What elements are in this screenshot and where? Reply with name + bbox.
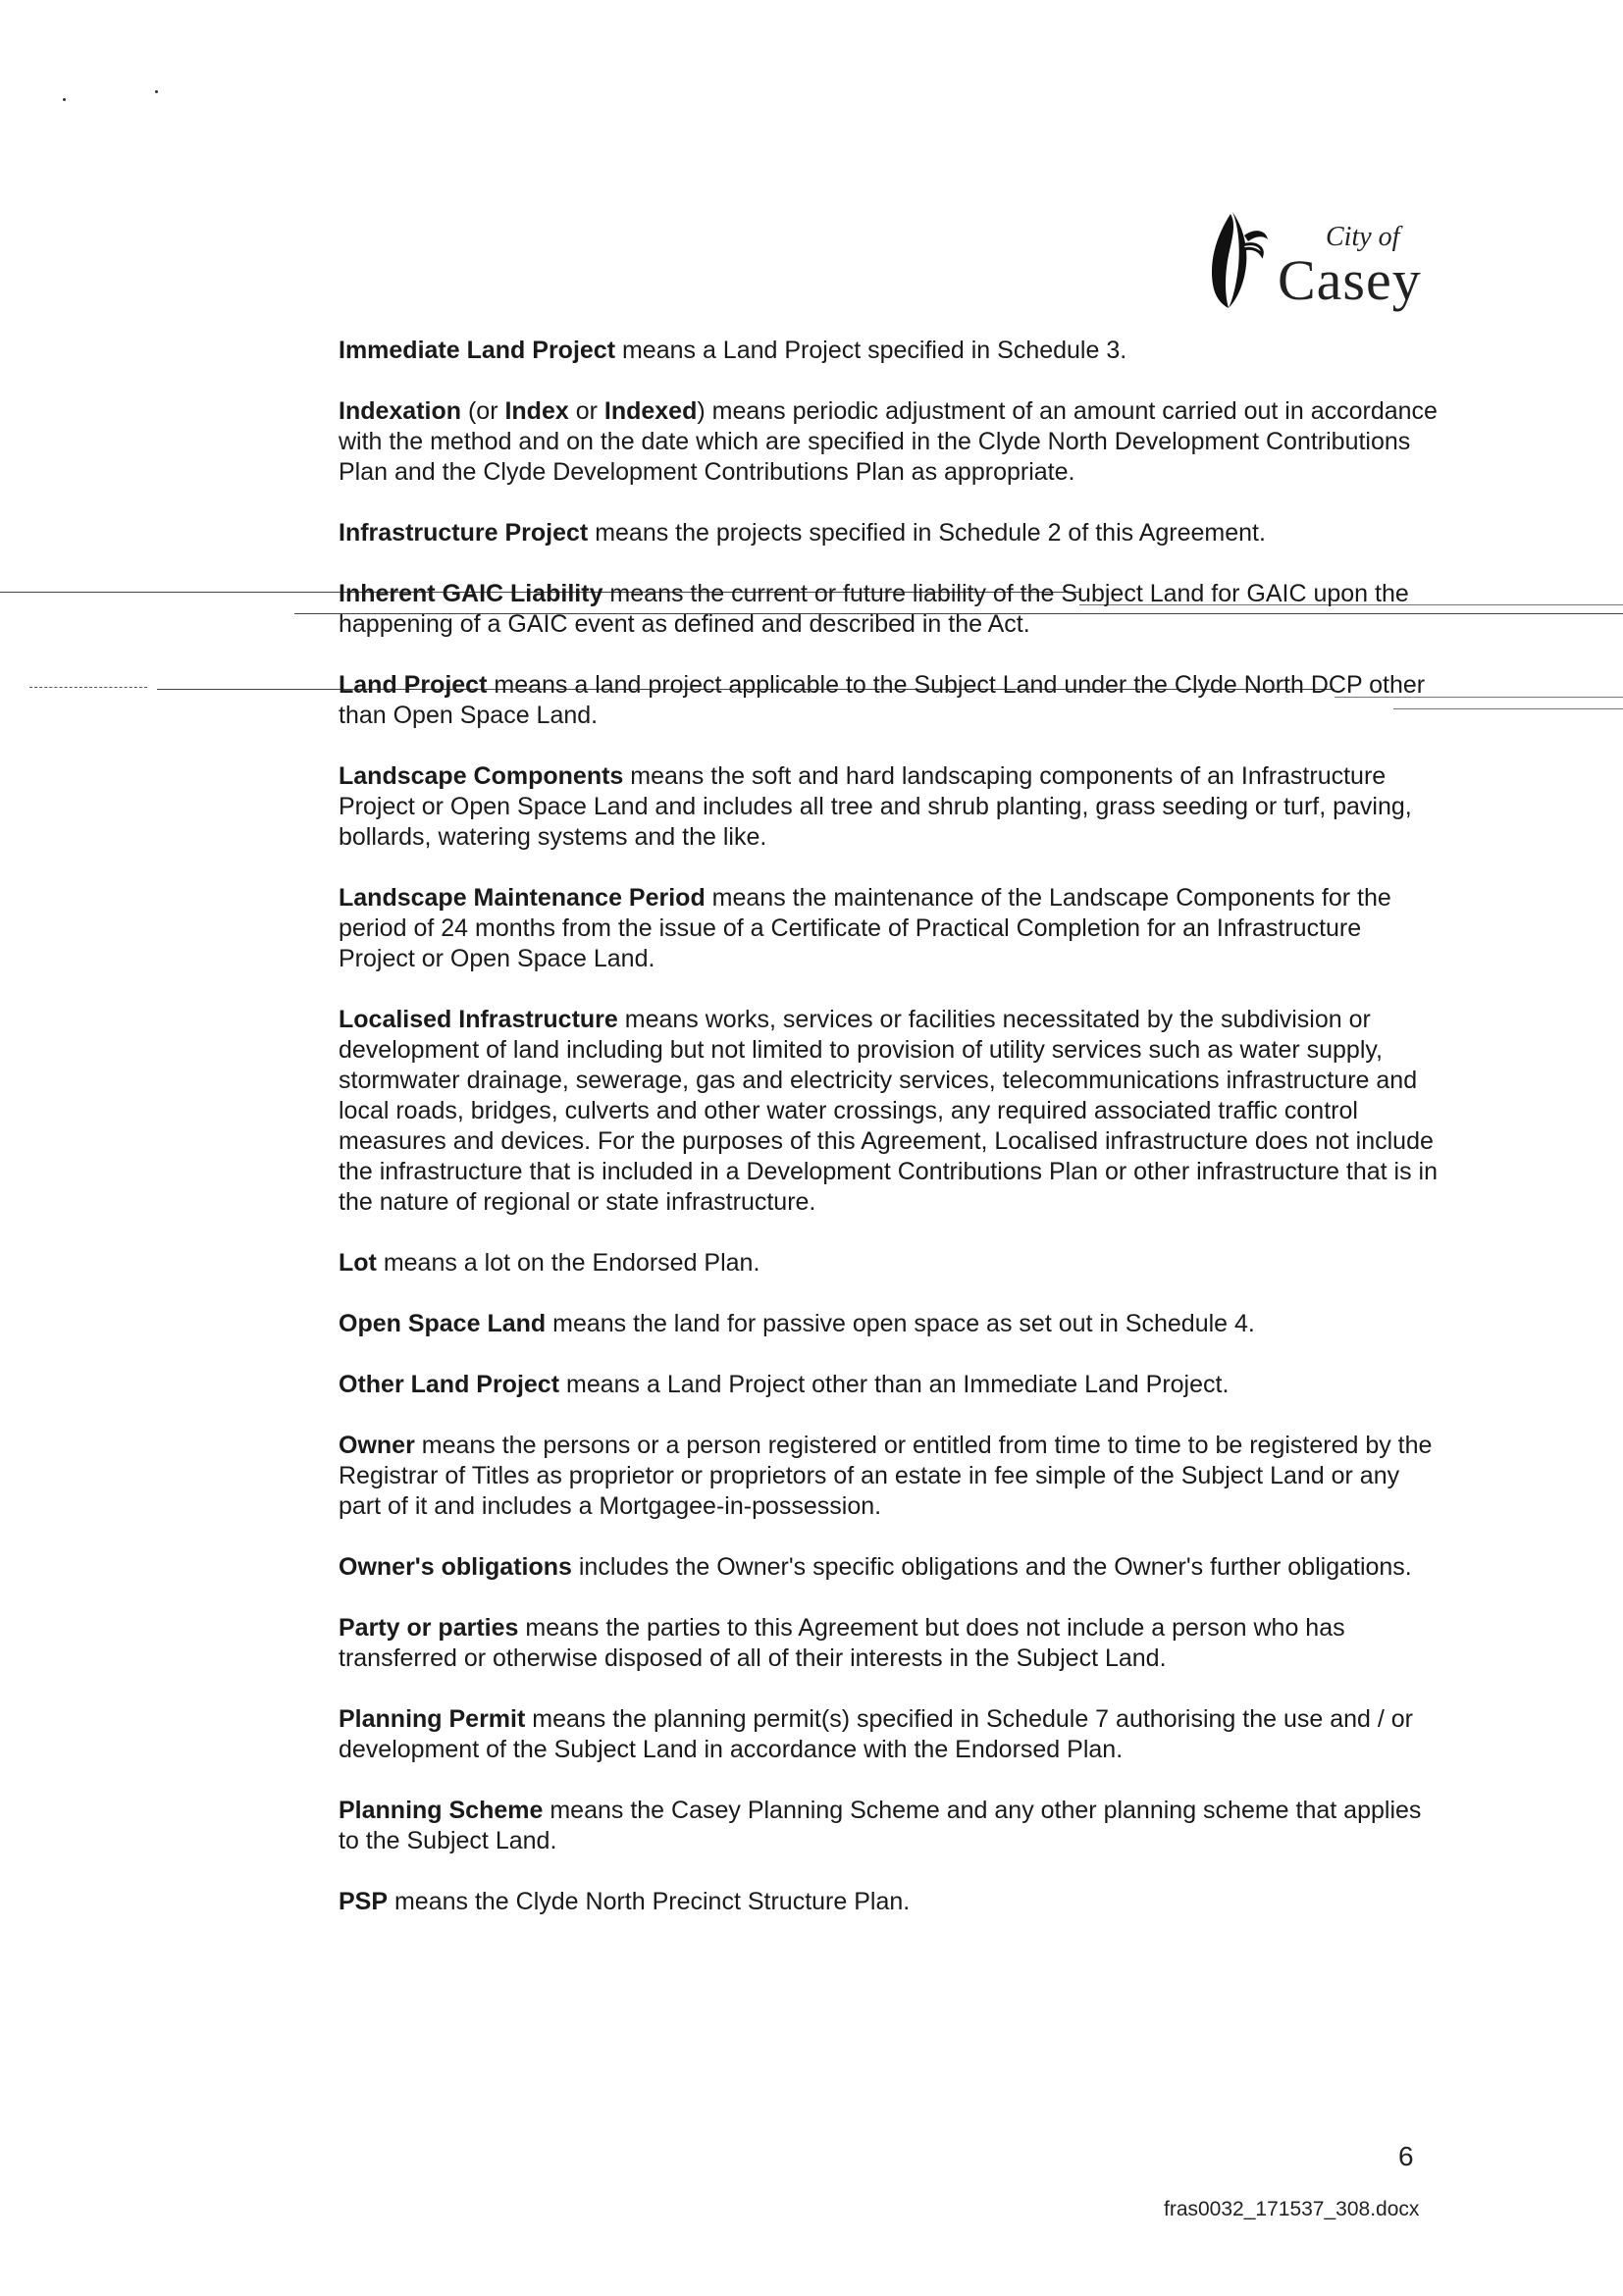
scan-speck [63,98,66,101]
definition-body: means a Land Project specified in Schedule 3. [615,337,1127,364]
definition-term: Other Land Project [339,1371,560,1398]
definition-term: PSP [339,1888,389,1915]
definition-term: Immediate Land Project [339,337,616,364]
logo-city-of-text: City of [1326,222,1400,252]
definition-body: means works, services or facilities necessitated by the subdivision or development of land including but not limited to provision of utility services such as water supply, stormwater drainage, sewerage, gas and electricity services, telecommunications infrastructure and local roads, bridges, culverts and other water crossings, any required associated traffic control measures and devices. For the purposes of this Agreement, Localised infrastructure does not include the infrastructure that is included in a Development Contributions Plan or other infrastructure that is in the nature of regional or state infrastructure. [339,1006,1439,1216]
definition-term: Owner [339,1432,415,1459]
definition-term: Indexation [339,397,462,425]
definition-body: means the planning permit(s) specified in Schedule 7 authorising the use and / or development of the Subject Land in accordance with the Endorsed Plan. [339,1705,1414,1763]
definition-term: Planning Scheme [339,1797,544,1824]
definition-term: Localised Infrastructure [339,1006,618,1033]
definition-body: means the Clyde North Precinct Structure Plan. [388,1888,911,1915]
definition-owners-obligations [339,1552,1442,1583]
logo-casey-text: Casey [1278,248,1422,312]
definition-term-indexed: Indexed [603,397,698,425]
definition-body: means the persons or a person registered or entitled from time to time to be registered by the Registrar of Titles as proprietor or proprietors of an estate in fee simple of the Subject Land or any part of it and includes a Mortgagee-in-possession. [339,1432,1433,1520]
scan-speck [155,90,158,93]
definition-term: Inherent GAIC Liability [339,580,603,607]
definition-term: Planning Permit [339,1705,526,1733]
definition-body: means the current or future liability of the Subject Land for GAIC upon the happening of a GAIC event as defined and described in the Act. [339,580,1409,638]
definition-lot [339,1248,1442,1278]
definition-body: means the parties to this Agreement but does not include a person who has transferred or otherwise disposed of all of their interests in the Subject Land. [339,1614,1345,1672]
definition-term: Landscape Components [339,762,624,790]
definition-landscape-maintenance-period [339,883,1442,974]
definition-indexation [339,396,1442,488]
definition-infrastructure-project [339,518,1442,548]
definition-term: Owner's obligations [339,1553,572,1581]
definition-inherent-gaic-liability [339,579,1442,640]
definition-body: means the projects specified in Schedule 2 of this Agreement. [588,519,1266,547]
definition-body: means the land for passive open space as set out in Schedule 4. [546,1310,1255,1337]
definition-open-space-land [339,1309,1442,1339]
definition-term: Landscape Maintenance Period [339,884,706,912]
definition-body: means the soft and hard landscaping components of an Infrastructure Project or Open Space Land and includes all tree and shrub planting, grass seeding or turf, paving, bollards, watering systems and the like. [339,762,1412,851]
city-of-casey-logo [1203,206,1429,314]
definition-term: Party or parties [339,1614,519,1642]
definition-planning-scheme [339,1796,1442,1856]
definition-body: ) means periodic adjustment of an amount carried out in accordance with the method and on the date which are specified in the Clyde North Development Contributions Plan and the Clyde Development Contributions Plan as appropriate. [339,397,1438,486]
definition-body: (or [461,397,505,425]
definition-land-project [339,670,1442,731]
definition-term: Land Project [339,671,488,699]
definition-owner [339,1431,1442,1522]
definitions-list [339,336,1442,1948]
definition-body: means the Casey Planning Scheme and any other planning scheme that applies to the Subject Land. [339,1797,1422,1854]
definition-body: means a land project applicable to the Subject Land under the Clyde North DCP other than Open Space Land. [339,671,1426,729]
leaf-emblem-icon [1203,206,1282,314]
definition-party-or-parties [339,1613,1442,1674]
definition-term: Open Space Land [339,1310,547,1337]
definition-body: or [568,397,604,425]
definition-immediate-land-project [339,336,1442,366]
definition-term-index: Index [504,397,569,425]
definition-planning-permit [339,1704,1442,1765]
document-reference: fras0032_171537_308.docx [1164,2198,1420,2220]
definition-term: Lot [339,1249,377,1277]
definition-localised-infrastructure [339,1005,1442,1218]
definition-landscape-components [339,761,1442,853]
definition-body: means a lot on the Endorsed Plan. [376,1249,760,1277]
scan-line [29,687,147,688]
definition-other-land-project [339,1370,1442,1400]
definition-term: Infrastructure Project [339,519,589,547]
definition-body: means the maintenance of the Landscape Components for the period of 24 months from the issue of a Certificate of Practical Completion for an Infrastructure Project or Open Space Land. [339,884,1391,972]
definition-body: means a Land Project other than an Immediate Land Project. [559,1371,1230,1398]
definition-body: includes the Owner's specific obligations and the Owner's further obligations. [571,1553,1412,1581]
definition-psp [339,1887,1442,1917]
page-number: 6 [1398,2141,1414,2171]
